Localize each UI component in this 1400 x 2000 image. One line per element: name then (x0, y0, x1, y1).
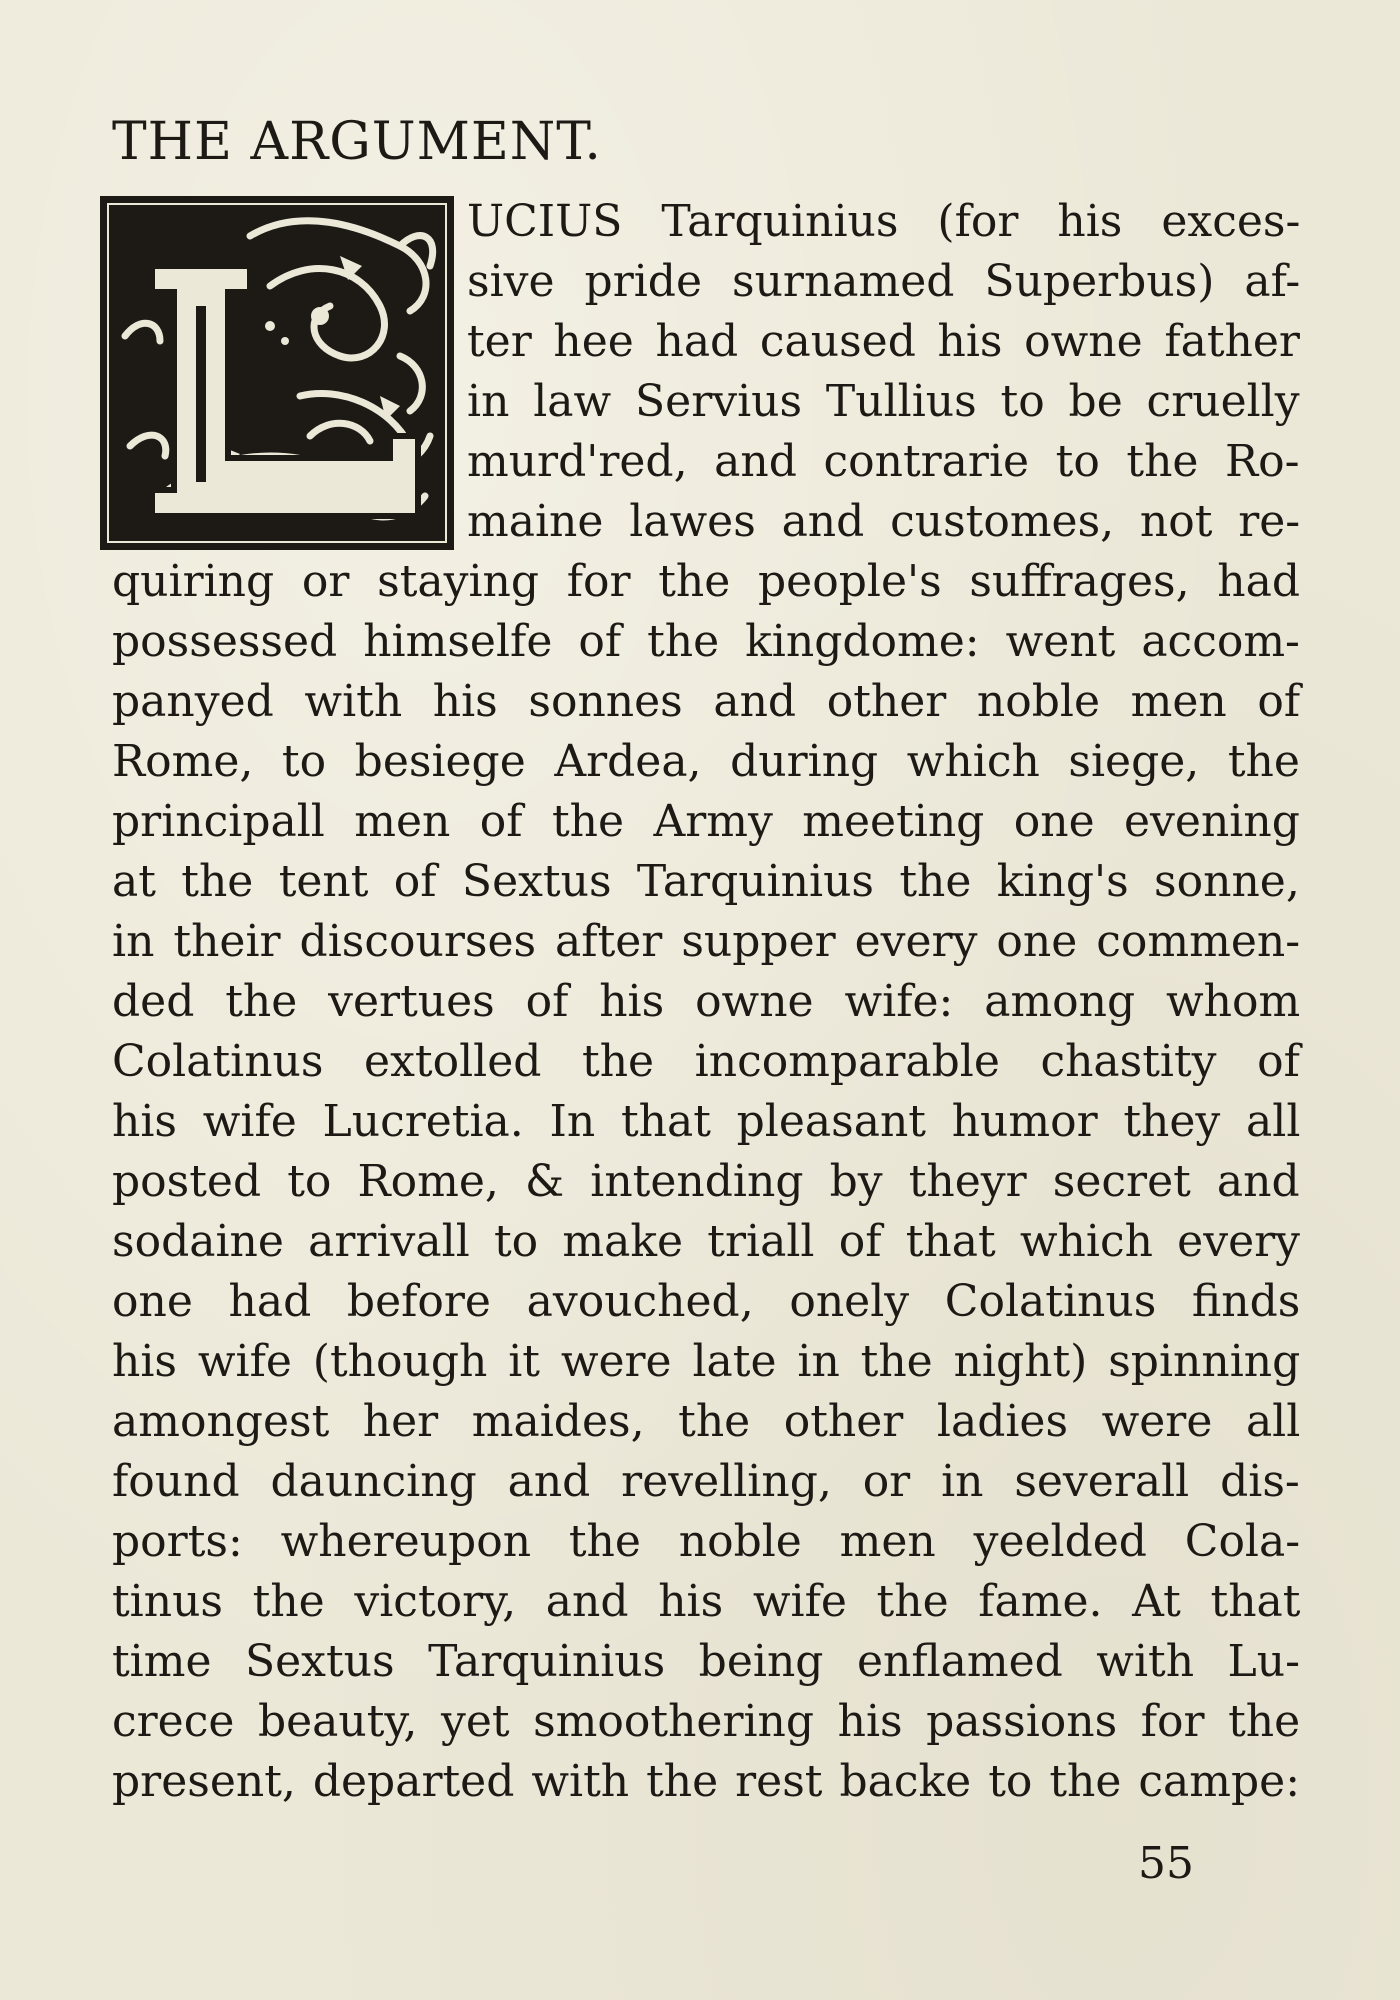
text-line: found dauncing and revelling, or in severall dis- (112, 1456, 1300, 1507)
text-line: crece beauty, yet smoothering his passions for the (112, 1696, 1301, 1747)
text-line: quiring or staying for the people's suffrages, had (112, 556, 1301, 607)
text-line: time Sextus Tarquinius being enflamed with Lu- (112, 1636, 1300, 1687)
text-line: at the tent of Sextus Tarquinius the king's sonne, (112, 856, 1300, 907)
text-line: ded the vertues of his owne wife: among whom (112, 976, 1301, 1027)
page-number: 55 (1138, 1838, 1194, 1889)
text-line: in law Servius Tullius to be cruelly (467, 376, 1300, 427)
text-line: his wife (though it were late in the night) spinning (112, 1336, 1301, 1387)
text-line: Colatinus extolled the incomparable chastity of (112, 1036, 1300, 1087)
text-line: possessed himselfe of the kingdome: went accom- (112, 616, 1300, 667)
text-line: maine lawes and customes, not re- (467, 496, 1301, 547)
text-line: in their discourses after supper every one commen- (112, 916, 1301, 967)
section-heading: THE ARGUMENT. (112, 112, 602, 172)
text-line: amongest her maides, the other ladies were all (112, 1396, 1301, 1447)
text-line: sive pride surnamed Superbus) af- (467, 256, 1301, 307)
decorated-initial-l (100, 196, 454, 550)
text-line: principall men of the Army meeting one evening (112, 796, 1300, 847)
text-line: UCIUS Tarquinius (for his exces- (467, 196, 1301, 247)
text-line: posted to Rome, & intending by theyr secret and (112, 1156, 1300, 1207)
text-line: tinus the victory, and his wife the fame. At that (112, 1576, 1301, 1627)
text-line: ter hee had caused his owne father (467, 316, 1300, 367)
text-line: present, departed with the rest backe to the campe: (112, 1756, 1301, 1807)
text-line: one had before avouched, onely Colatinus finds (112, 1276, 1301, 1327)
text-line: sodaine arrivall to make triall of that which every (112, 1216, 1300, 1267)
text-line: murd'red, and contrarie to the Ro- (467, 436, 1300, 487)
text-line: Rome, to besiege Ardea, during which siege, the (112, 736, 1300, 787)
text-line: panyed with his sonnes and other noble men of (112, 676, 1301, 727)
text-line: his wife Lucretia. In that pleasant humor they all (112, 1096, 1301, 1147)
text-line: ports: whereupon the noble men yeelded Cola- (112, 1516, 1301, 1567)
